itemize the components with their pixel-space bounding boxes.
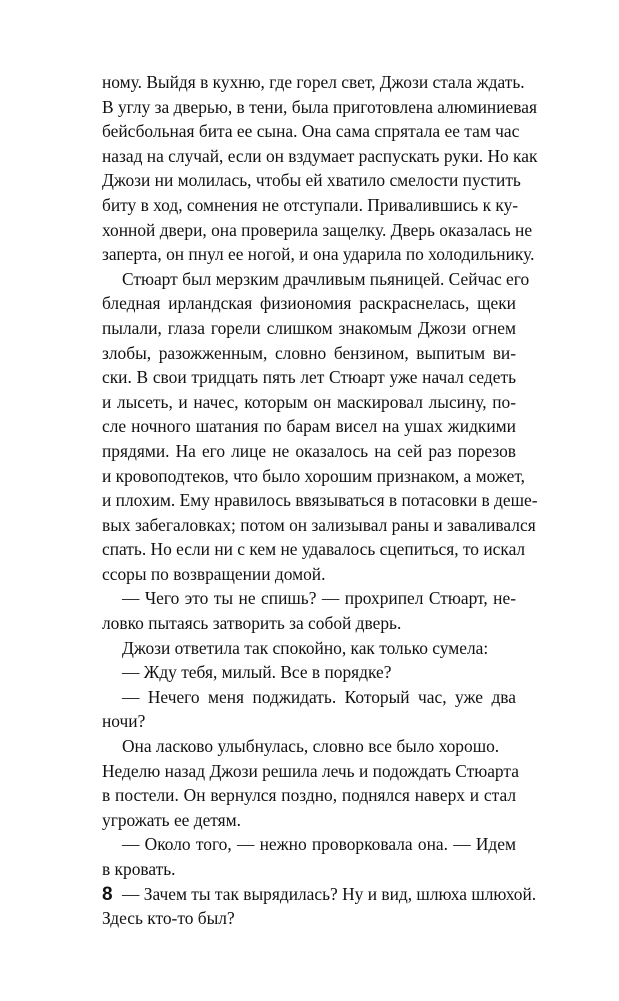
text-line: злобы, разожженным, словно бензином, выпитым ви-	[102, 342, 516, 363]
text-line: — Нечего меня поджидать. Который час, уже два	[122, 686, 516, 707]
text-line: и лысеть, и начес, которым он маскировал лысину, по-	[102, 391, 516, 412]
text-line: бейсбольная бита ее сына. Она сама спрятала ее там час	[102, 121, 520, 142]
text-line: в кровать.	[102, 859, 176, 879]
text-line: и плохим. Ему нравилось ввязываться в потасовки в деше-	[102, 490, 538, 511]
text-line: заперта, он пнул ее ногой, и она ударила по холодильнику.	[102, 244, 535, 265]
text-line: В углу за дверью, в тени, была приготовлена алюминиевая	[102, 96, 537, 117]
text-line: ски. В свои тридцать пять лет Стюарт уже начал седеть	[102, 367, 516, 388]
text-line: ному. Выйдя в кухню, где горел свет, Джози стала ждать.	[102, 72, 525, 92]
text-line: — Чего это ты не спишь? — прохрипел Стюарт, не-	[122, 588, 516, 609]
text-line: биту в ход, сомнения не отступали. Привалившись к ку-	[102, 194, 519, 215]
text-line: хонной двери, она проверила защелку. Дверь оказалась не	[102, 219, 533, 240]
page-number: 8	[102, 884, 113, 905]
text-line: ночи?	[102, 711, 146, 732]
text-line: Неделю назад Джози решила лечь и подождать Стюарта	[102, 760, 519, 781]
text-line: бледная ирландская физиономия раскраснелась, щеки	[102, 293, 516, 314]
text-line: сле ночного шатания по барам висел на ушах жидкими	[102, 416, 516, 437]
text-line: ссоры по возвращении домой.	[102, 563, 326, 584]
text-line: Здесь кто-то был?	[102, 908, 235, 929]
text-line: Стюарт был мерзким драчливым пьяницей. Сейчас его	[122, 268, 530, 289]
text-line: Джози ни молилась, чтобы ей хватило смелости пустить	[102, 170, 521, 191]
text-line: — Около того, — нежно проворковала она. — Идем	[122, 834, 516, 855]
page-body-text	[102, 70, 538, 931]
text-line: и кровоподтеков, что было хорошим признаком, а может,	[102, 465, 526, 486]
text-line: вых забегаловках; потом он зализывал раны и заваливался	[102, 514, 536, 535]
text-line: Она ласково улыбнулась, словно все было хорошо.	[122, 736, 500, 757]
text-line: в постели. Он вернулся поздно, поднялся наверх и стал	[102, 785, 516, 806]
text-line: ловко пытаясь затворить за собой дверь.	[102, 613, 402, 634]
text-line: спать. Но если ни с кем не удавалось сцепиться, то искал	[102, 539, 526, 560]
text-line: пылали, глаза горели слишком знакомым Джози огнем	[102, 317, 516, 338]
text-line: назад на случай, если он вздумает распускать руки. Но как	[102, 145, 538, 166]
text-line: угрожать ее детям.	[102, 809, 242, 830]
text-line: прядями. На его лице не оказалось на сей раз порезов	[102, 440, 516, 461]
text-line: Джози ответила так спокойно, как только сумела:	[122, 637, 489, 658]
text-line: — Жду тебя, милый. Все в порядке?	[122, 662, 392, 683]
text-line: — Зачем ты так вырядилась? Ну и вид, шлюха шлюхой.	[122, 883, 537, 904]
